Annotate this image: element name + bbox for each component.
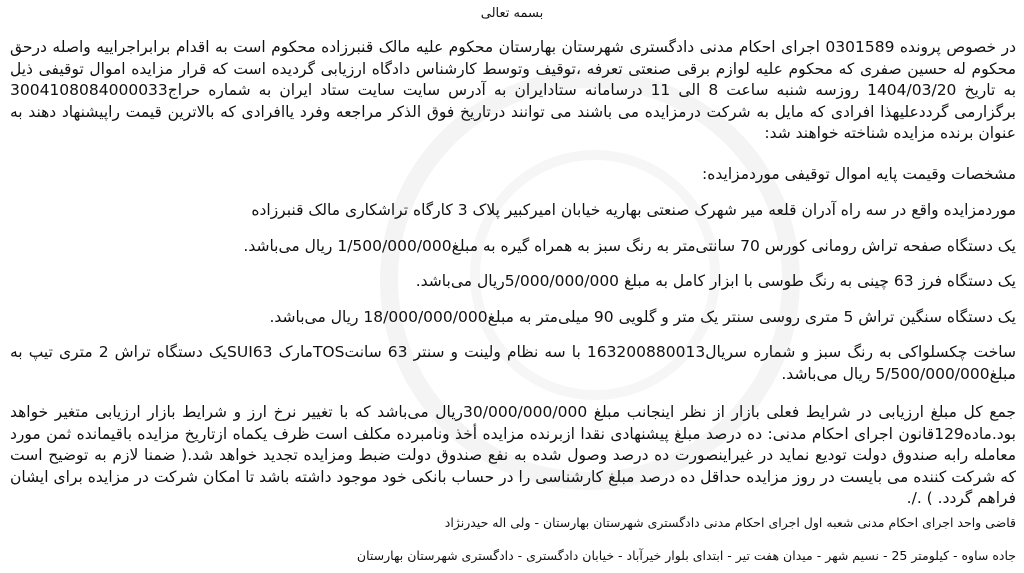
court-address: جاده ساوه - کیلومتر 25 - نسیم شهر - میدان هفت تیر - ابتدای بلوار خیرآباد - خیابان دادگستری - دادگستری شهرستان بهارستان <box>356 548 1016 563</box>
total-and-terms-paragraph: جمع کل مبلغ ارزیابی در شرایط فعلی بازار از نظر اینجانب مبلغ 30/000/000/000ریال می‌باشد که با تغییر نرخ ارز و شرایط بازار ارزیابی متغیر خواهد بود.ماده129قانون اجرای احکام مدنی: ده درصد مبلغ پیشنهادی نقدا ازبرنده مزایده أخذ ونامبرده مکلف است ظرف یکماه ازتاریخ مزایده باقیمانده ثمن مورد معامله رابه صندوق دولت تودیع نماید در غیراینصورت ده درصد وصول شده به نفع صندوق دولت ضبط ومزایده تجدید خواهد شد.( ضمنا لازم به توضیح است که شرکت کننده می بایست در روز مزایده حداقل ده درصد مبلغ کارشناسی را در حساب بانکی خود موجود داشته باشد تا امکان شرکت در مزایده برای ایشان فراهم گردد. ) ./. <box>10 403 1016 507</box>
auction-location: موردمزایده واقع در سه راه آدران قلعه میر شهرک صنعتی بهاریه خیابان امیرکبیر پلاک 3 کارگاه تراشکاری مالک قنبرزاده <box>251 201 1016 219</box>
document-heading: بسمه تعالی <box>480 6 544 21</box>
auction-item-1: یک دستگاه صفحه تراش رومانی کورس 70 سانتی‌متر به رنگ سبز به همراه گیره به مبلغ1/500/000/000 ریال می‌باشد. <box>243 237 1016 255</box>
judge-signature: قاضی واحد اجرای احکام مدنی شعبه اول اجرای احکام مدنی دادگستری شهرستان بهارستان - ولی اله حیدرنژاد <box>444 515 1016 530</box>
specs-title: مشخصات وقیمت پایه اموال توقیفی موردمزایده: <box>702 165 1016 183</box>
auction-item-2: یک دستگاه فرز 63 چینی به رنگ طوسی با ابزار کامل به مبلغ 5/000/000/000ریال می‌باشد. <box>415 272 1016 290</box>
auction-item-4: ساخت چکسلواکی به رنگ سبز و شماره سریال163200880013 با سه نظام ولینت و سنتر 63 سانتTOSمارک SUI63یک دستگاه تراش 2 متری تیپ به مبلغ5/500/000/000 ریال می‌باشد. <box>10 343 1016 383</box>
auction-item-3: یک دستگاه سنگین تراش 5 متری روسی سنتر یک متر و گلویی 90 میلی‌متر به مبلغ18/000/000/000 ریال می‌باشد. <box>269 308 1016 326</box>
intro-paragraph: در خصوص پرونده 0301589 اجرای احکام مدنی دادگستری شهرستان بهارستان محکوم علیه مالک قنبرزاده محکوم است به اقدام برابراجراییه واصله درحق محکوم له حسین صفری که محکوم علیه لوازم برقی صنعتی تعرفه ،توقیف وتوسط کارشناس دادگاه ارزیابی گردیده است که قرار مزایده اموال توقیفی ذیل به تاریخ 1404/03/20 روزسه شنبه ساعت 8 الی 11 درسامانه ستادایران به آدرس سایت سایت ستاد ایران به شماره حراج3004108084000033 برگزارمی گرددعلیهذا افرادی که مایل به شرکت درمزایده می باشند می توانند درتاریخ فوق الذکر مراجعه وفرد یاافرادی که بالاترین قیمت راپیشنهاد دهند به عنوان برنده مزایده شناخته خواهند شد: <box>10 38 1017 142</box>
